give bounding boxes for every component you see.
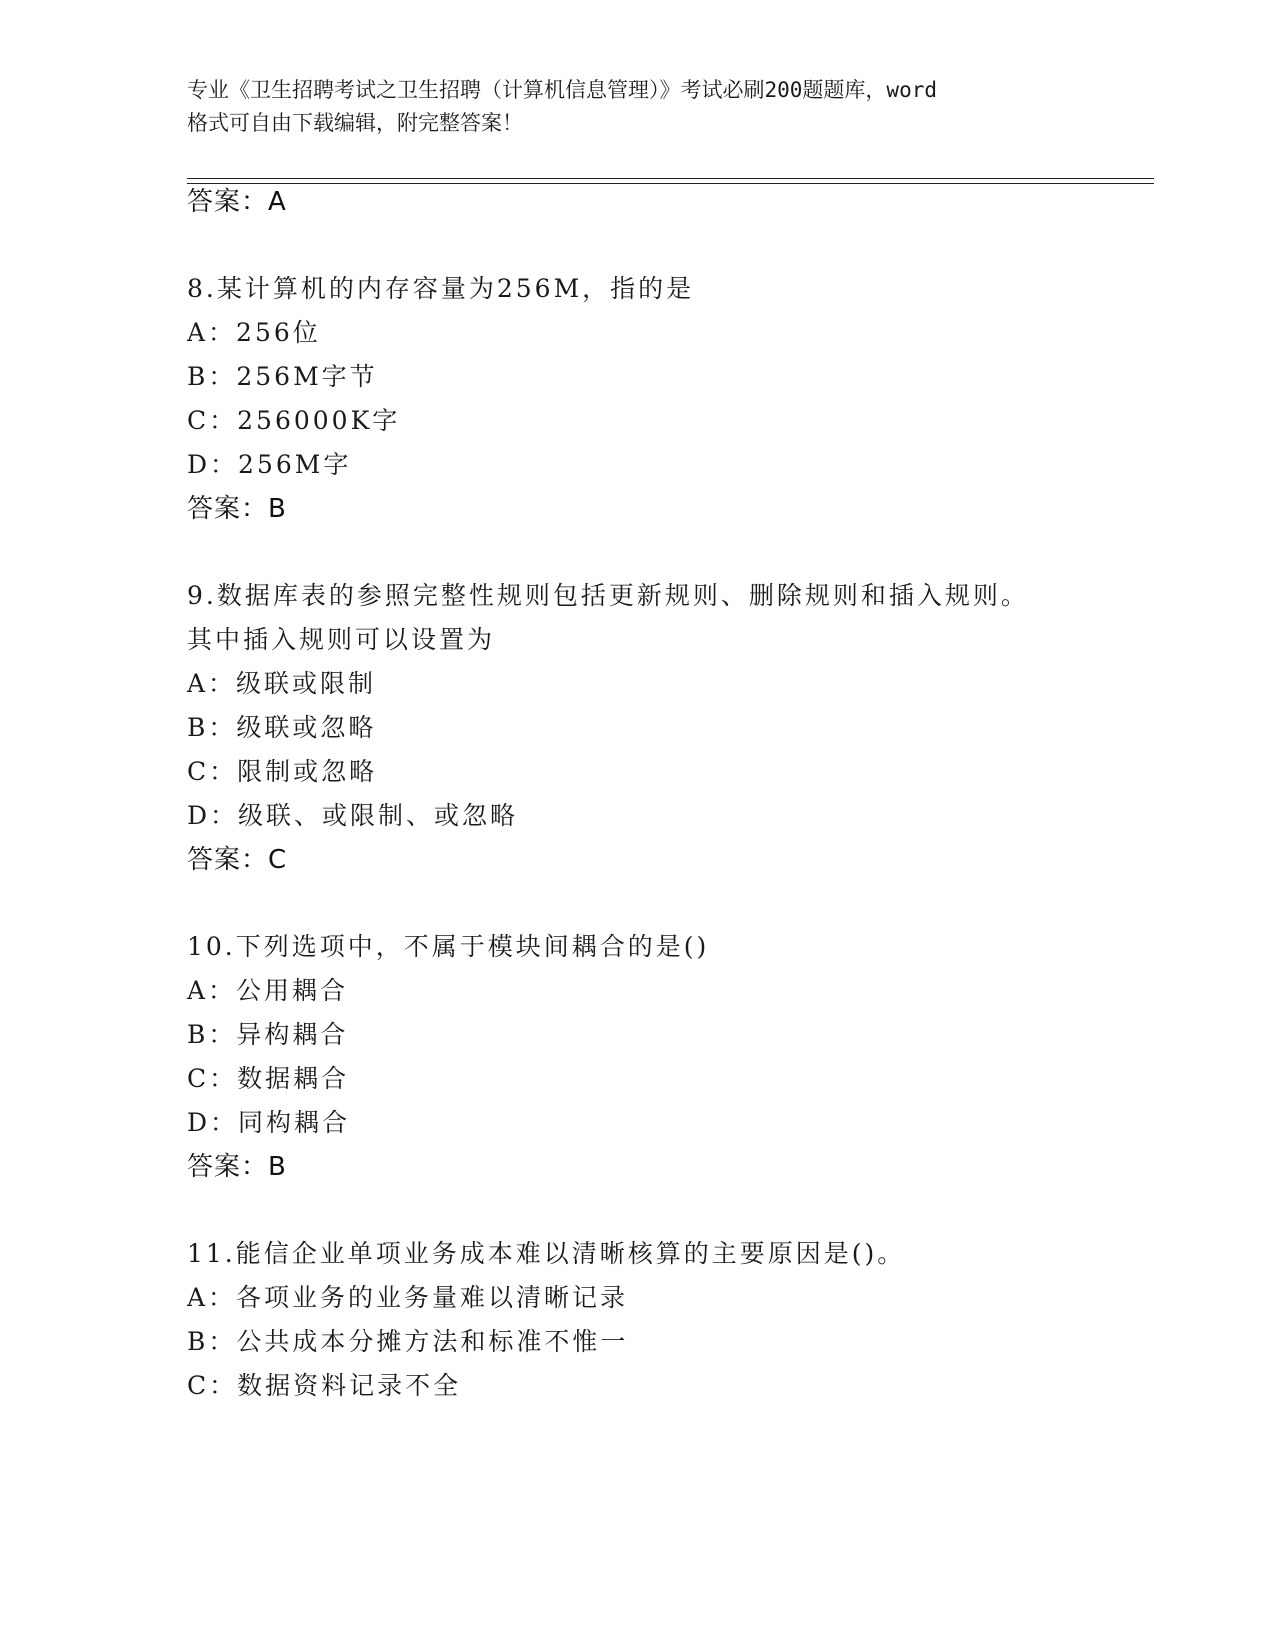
option-c: C：数据资料记录不全 xyxy=(187,1371,462,1400)
option-a: A：各项业务的业务量难以清晰记录 xyxy=(187,1283,629,1312)
answer: 答案：B xyxy=(187,494,287,524)
option-c: C：256000K字 xyxy=(187,406,401,435)
option-c: C：限制或忽略 xyxy=(187,757,378,786)
header-divider-top xyxy=(187,178,1154,179)
document-header xyxy=(187,74,1087,140)
option-a: A：公用耦合 xyxy=(187,976,349,1005)
option-b: B：异构耦合 xyxy=(187,1020,349,1049)
question-stem: 9.数据库表的参照完整性规则包括更新规则、删除规则和插入规则。 xyxy=(187,581,1029,610)
answer: 答案：B xyxy=(187,1152,287,1182)
option-d: D：256M字 xyxy=(187,450,352,479)
question-stem: 11.能信企业单项业务成本难以清晰核算的主要原因是()。 xyxy=(187,1239,906,1268)
previous-answer: 答案：A xyxy=(187,187,287,217)
header-line-2: 格式可自由下载编辑，附完整答案！ xyxy=(187,111,523,135)
header-line-1: 专业《卫生招聘考试之卫生招聘（计算机信息管理）》考试必刷200题题库，word xyxy=(187,78,937,102)
question-stem: 10.下列选项中，不属于模块间耦合的是() xyxy=(187,932,710,961)
answer: 答案：C xyxy=(187,845,288,875)
header-divider-bottom xyxy=(187,183,1154,184)
option-c: C：数据耦合 xyxy=(187,1064,350,1093)
option-b: B：公共成本分摊方法和标准不惟一 xyxy=(187,1327,629,1356)
option-d: D：同构耦合 xyxy=(187,1108,351,1137)
question-stem-continued: 其中插入规则可以设置为 xyxy=(187,625,496,654)
option-a: A：级联或限制 xyxy=(187,669,377,698)
option-b: B：级联或忽略 xyxy=(187,713,377,742)
option-d: D：级联、或限制、或忽略 xyxy=(187,801,519,830)
option-a: A：256位 xyxy=(187,318,321,347)
question-stem: 8.某计算机的内存容量为256M，指的是 xyxy=(187,274,695,303)
option-b: B：256M字节 xyxy=(187,362,378,391)
